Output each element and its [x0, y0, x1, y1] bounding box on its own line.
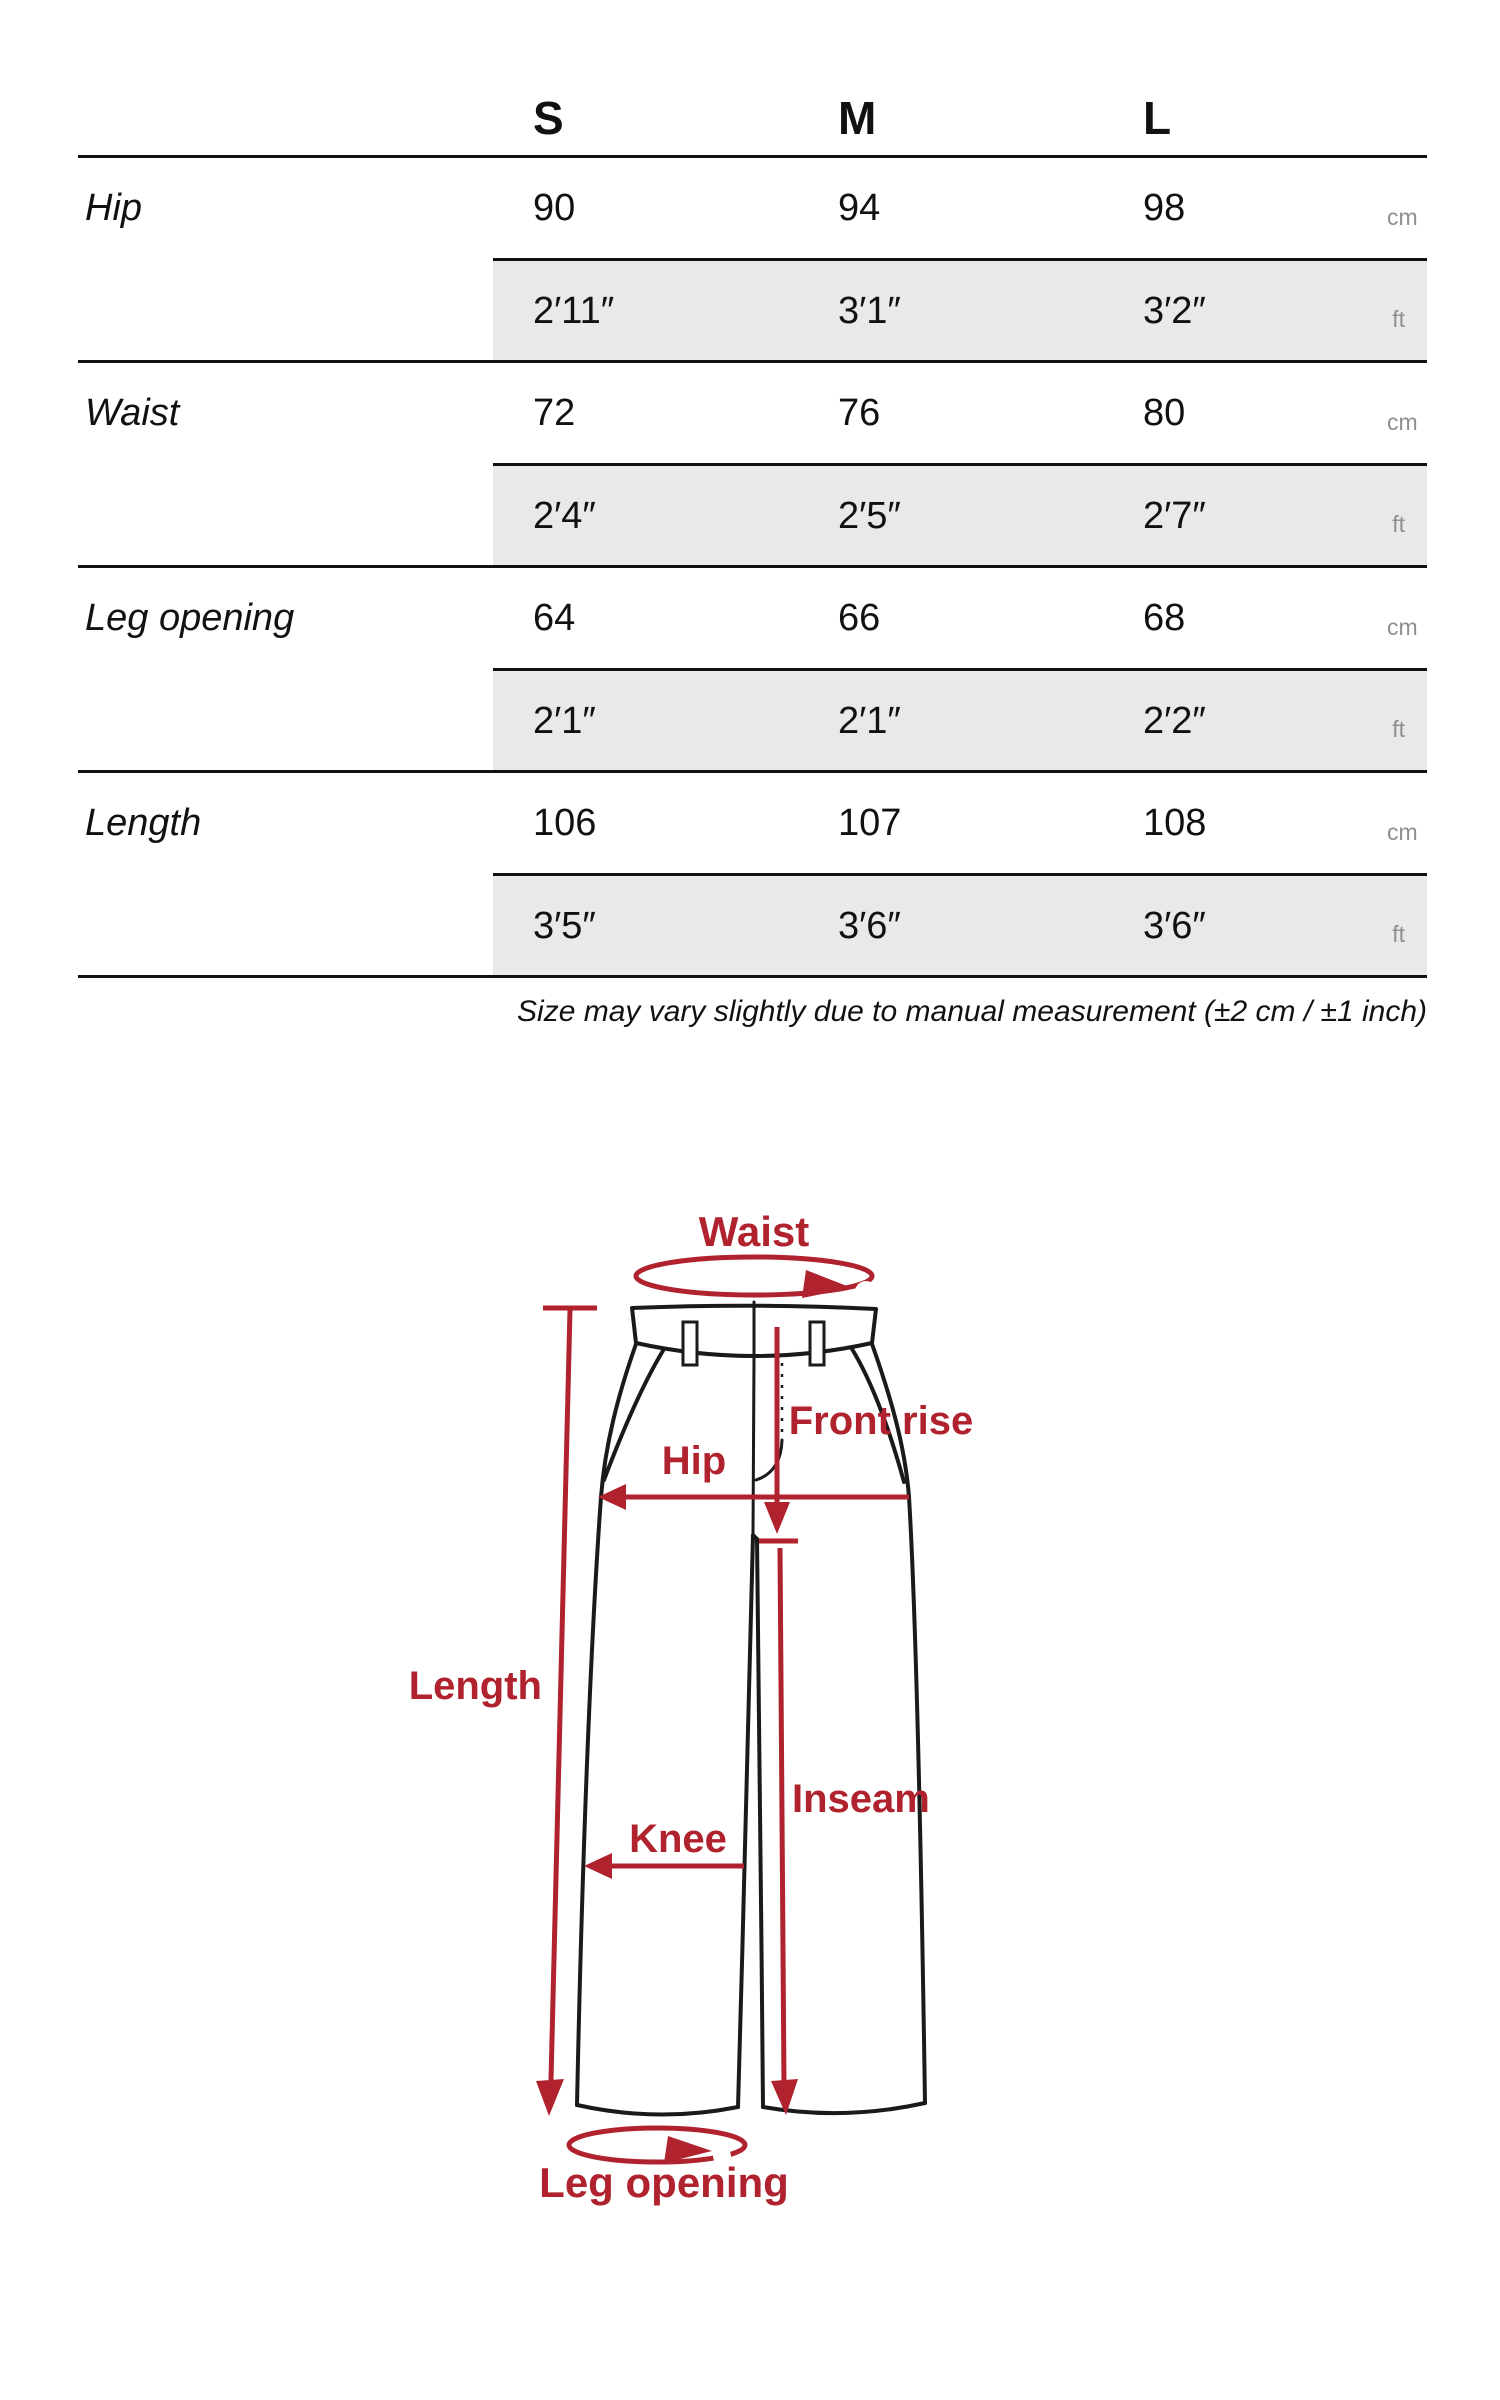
- cm-value-s: 64: [533, 597, 576, 639]
- unit-cm: cm: [1387, 203, 1418, 230]
- waist-ellipse-gap: [855, 1281, 877, 1303]
- table-row-waist: [78, 363, 1427, 568]
- unit-ft: ft: [1392, 306, 1405, 332]
- waist-label: Waist: [698, 1208, 810, 1255]
- ft-value-m: 3′1″: [838, 289, 901, 332]
- table-row-length: [78, 773, 1427, 978]
- size-table: [78, 55, 1427, 1030]
- hip-cm-row: [78, 158, 1427, 258]
- leg-opening-label: Leg opening: [539, 2159, 789, 2206]
- inner-seam-right: [757, 1539, 763, 2107]
- ft-value-l: 3′6″: [1143, 904, 1206, 947]
- cm-value-l: 98: [1143, 187, 1186, 229]
- row-label: Length: [85, 801, 202, 844]
- unit-cm: cm: [1387, 408, 1418, 435]
- row-label: Hip: [85, 186, 143, 229]
- unit-ft: ft: [1392, 716, 1405, 742]
- waist-annotation: [636, 1208, 877, 1303]
- unit-ft: ft: [1392, 921, 1405, 947]
- ft-value-m: 2′1″: [838, 699, 901, 742]
- shaded-ft-box: [493, 668, 1427, 770]
- knee-arrowhead-icon: [584, 1853, 612, 1879]
- shaded-ft-box: [493, 258, 1427, 360]
- table-row-hip: [78, 158, 1427, 363]
- ft-value-s: 2′11″: [533, 289, 615, 332]
- leg-opening-cm-row: [78, 568, 1427, 668]
- hip-ft-row: [78, 258, 1427, 363]
- unit-cm: cm: [1387, 613, 1418, 640]
- length-cm-row: [78, 773, 1427, 873]
- belt-loop-right: [810, 1322, 824, 1365]
- outer-seam-left: [577, 1344, 636, 2105]
- pants-measurement-diagram: [0, 1150, 1500, 2400]
- shaded-ft-box: [493, 463, 1427, 565]
- inseam-annotation: [771, 1548, 930, 2115]
- length-ft-row: [78, 873, 1427, 978]
- unit-ft: ft: [1392, 511, 1405, 537]
- front-rise-annotation: [759, 1327, 973, 1541]
- cm-value-l: 68: [1143, 597, 1186, 639]
- ft-value-m: 2′5″: [838, 494, 901, 537]
- cm-value-m: 66: [838, 597, 881, 639]
- ft-value-s: 2′4″: [533, 494, 596, 537]
- knee-annotation: [584, 1817, 744, 1879]
- cm-value-s: 90: [533, 187, 576, 229]
- size-header-l: L: [1143, 92, 1172, 144]
- size-header-m: M: [838, 92, 877, 144]
- leg-opening-annotation: [539, 2128, 789, 2206]
- cm-value-l: 108: [1143, 802, 1207, 844]
- inseam-line: [780, 1548, 784, 2085]
- row-label: Waist: [85, 391, 180, 434]
- ft-value-s: 3′5″: [533, 904, 596, 947]
- inner-seam-left: [738, 1535, 753, 2107]
- knee-label: Knee: [629, 1817, 727, 1861]
- ft-value-s: 2′1″: [533, 699, 596, 742]
- waist-cm-row: [78, 363, 1427, 463]
- length-label: Length: [408, 1664, 542, 1708]
- ft-value-l: 3′2″: [1143, 289, 1206, 332]
- cm-value-s: 106: [533, 802, 597, 844]
- measurement-note: Size may vary slightly due to manual measurement (±2 cm / ±1 inch): [517, 995, 1427, 1028]
- waist-arrowhead-icon: [802, 1270, 852, 1298]
- hem-left: [577, 2105, 738, 2115]
- ft-value-m: 3′6″: [838, 904, 901, 947]
- cm-value-l: 80: [1143, 392, 1186, 434]
- inseam-label: Inseam: [792, 1777, 930, 1821]
- shaded-ft-box: [493, 873, 1427, 975]
- hip-label: Hip: [661, 1439, 727, 1483]
- ft-value-l: 2′2″: [1143, 699, 1206, 742]
- front-rise-label: Front rise: [788, 1399, 974, 1443]
- cm-value-m: 94: [838, 187, 881, 229]
- ft-value-l: 2′7″: [1143, 494, 1206, 537]
- cm-value-s: 72: [533, 392, 576, 434]
- belt-loop-left: [683, 1322, 697, 1365]
- length-line: [551, 1310, 570, 2080]
- table-row-leg-opening: [78, 568, 1427, 773]
- crotch-join: [753, 1535, 757, 1539]
- waist-ft-row: [78, 463, 1427, 568]
- length-annotation: [409, 1308, 597, 2116]
- front-rise-arrowhead-icon: [764, 1502, 790, 1534]
- size-table-header: [78, 55, 1427, 158]
- size-header-s: S: [533, 92, 564, 144]
- cm-value-m: 107: [838, 802, 902, 844]
- unit-cm: cm: [1387, 818, 1418, 845]
- leg-opening-ft-row: [78, 668, 1427, 773]
- row-label: Leg opening: [85, 596, 295, 639]
- cm-value-m: 76: [838, 392, 881, 434]
- length-arrowhead-icon: [536, 2079, 564, 2116]
- fly-center-line: [753, 1359, 754, 1535]
